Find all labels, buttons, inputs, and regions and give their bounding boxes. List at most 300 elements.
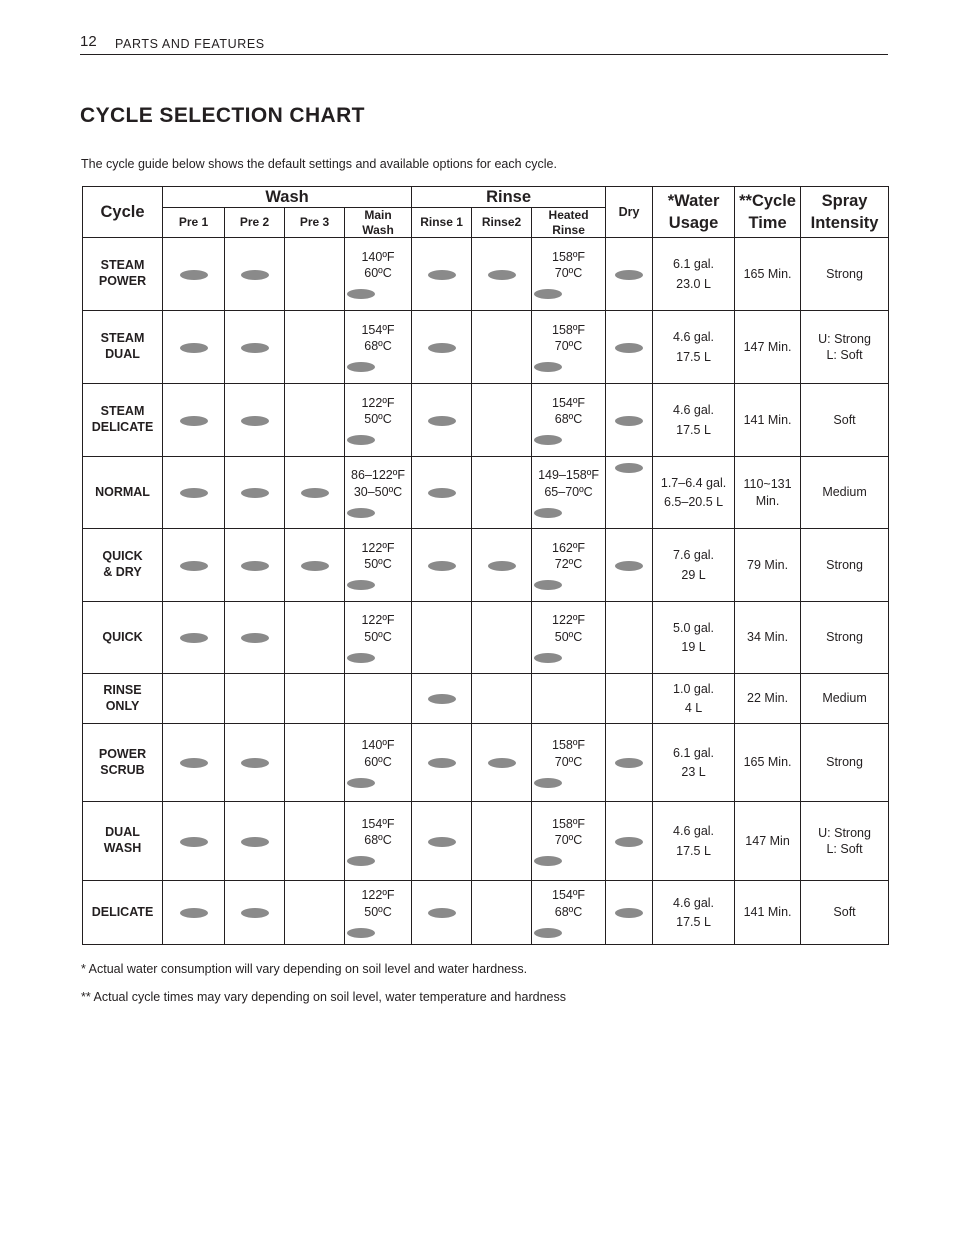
spray-intensity-line: Strong [826,755,863,770]
temperature-setting [534,612,603,663]
temperature-setting [534,887,603,938]
option-selected-marker [180,416,208,426]
option-selected-marker [615,416,643,426]
option-selected-marker [347,289,375,299]
cycle-name-line: STEAM [100,331,145,346]
cell-rinse1 [412,602,472,674]
temp-fahrenheit: 154ºF [361,322,395,337]
temp-fahrenheit: 154ºF [361,816,395,831]
temp-celsius: 65–70ºC [544,484,593,499]
spray-intensity [801,881,889,945]
water-usage-line: 4.6 gal. [673,330,715,345]
cell-pre1 [163,674,225,724]
temp-fahrenheit: 122ºF [361,540,395,555]
cell-pre1 [163,602,225,674]
option-selected-marker [488,270,516,280]
option-selected-marker [347,653,375,663]
temp-fahrenheit: 158ºF [552,738,586,753]
option-selected-marker [428,416,456,426]
cell-heated [532,384,606,457]
cell-dry [606,674,653,724]
cycle-selection-table [82,186,889,945]
cell-pre3 [285,384,345,457]
cell-rinse2 [472,602,532,674]
temp-celsius: 50ºC [364,412,392,426]
cycle-row [83,674,889,724]
cycle-row [83,457,889,529]
cell-pre3 [285,457,345,529]
cell-heated [532,529,606,602]
spray-intensity-line: L: Soft [826,348,863,362]
cycle-name [83,674,163,724]
cycle-name-line: SCRUB [100,762,145,777]
option-selected-marker [534,928,562,938]
cell-dry [606,602,653,674]
table-body [83,238,889,945]
spray-intensity [801,602,889,674]
cell-dry [606,529,653,602]
cell-rinse2 [472,238,532,311]
option-selected-marker [241,270,269,280]
cell-dry [606,724,653,802]
water-usage [653,802,735,881]
water-usage-line: 6.1 gal. [673,257,715,272]
temp-fahrenheit: 154ºF [552,888,586,903]
water-usage-line: 29 L [681,567,706,582]
temperature-setting [534,249,603,300]
cell-main [345,802,412,881]
option-selected-marker [428,561,456,571]
cell-pre1 [163,311,225,384]
option-selected-marker [347,928,375,938]
cycle-time: 141 Min. [735,881,801,945]
col-cycle-time: **Cycle Time [735,187,801,238]
cell-heated [532,674,606,724]
temp-celsius: 68ºC [554,904,583,919]
cycle-row [83,881,889,945]
cell-pre3 [285,238,345,311]
temperature-setting [534,322,603,373]
cycle-name-line: QUICK [102,549,143,564]
option-selected-marker [180,837,208,847]
temp-fahrenheit: 122ºF [361,395,395,410]
temp-fahrenheit: 122ºF [361,613,395,628]
temperature-setting [534,816,603,867]
option-selected-marker [534,580,562,590]
temp-celsius: 70ºC [554,266,583,280]
temperature-setting [347,887,409,938]
cell-main [345,384,412,457]
cell-dry [606,238,653,311]
cell-rinse1 [412,802,472,881]
option-selected-marker [347,362,375,372]
option-selected-marker [428,694,456,704]
cell-pre3 [285,529,345,602]
temp-celsius: 50ºC [364,629,392,644]
cycle-name [83,724,163,802]
water-usage [653,529,735,602]
cell-pre2 [225,311,285,384]
cell-pre2 [225,674,285,724]
option-selected-marker [241,633,269,643]
cycle-row [83,602,889,674]
water-usage [653,674,735,724]
spray-intensity-line: Soft [833,905,856,920]
water-usage-line: 4 L [684,701,703,715]
water-usage-line: 23 L [681,765,706,779]
cell-pre3 [285,881,345,945]
cycle-time: 34 Min. [735,602,801,674]
col-main-wash: Main Wash [345,208,412,238]
cell-pre2 [225,802,285,881]
cycle-name [83,238,163,311]
cell-rinse1 [412,674,472,724]
cell-heated [532,724,606,802]
spray-intensity-line: Soft [833,412,856,427]
option-selected-marker [241,488,269,498]
cycle-name [83,384,163,457]
cycle-name-line: & DRY [103,565,142,579]
cell-main [345,238,412,311]
cell-dry [606,384,653,457]
page-header [80,33,888,55]
option-selected-marker [301,488,329,498]
cell-rinse1 [412,311,472,384]
option-selected-marker [428,488,456,498]
option-selected-marker [534,653,562,663]
cell-pre1 [163,881,225,945]
spray-intensity [801,724,889,802]
option-selected-marker [534,362,562,372]
cycle-name-line: DUAL [105,347,140,361]
temp-celsius: 70ºC [554,339,583,353]
cell-rinse2 [472,457,532,529]
option-selected-marker [534,435,562,445]
spray-intensity [801,311,889,384]
spray-intensity [801,674,889,724]
water-usage [653,602,735,674]
cell-main [345,881,412,945]
water-usage-line: 23.0 L [676,276,711,291]
option-selected-marker [615,837,643,847]
cell-dry [606,311,653,384]
spray-intensity-line: Strong [826,557,863,572]
spray-intensity-line: L: Soft [826,842,863,856]
cell-rinse2 [472,724,532,802]
option-selected-marker [347,778,375,788]
water-usage-line: 4.6 gal. [673,403,715,418]
temp-celsius: 72ºC [554,557,583,571]
cycle-row [83,238,889,311]
cell-rinse2 [472,529,532,602]
option-selected-marker [615,758,643,768]
header-row-groups [83,187,889,208]
spray-intensity [801,802,889,881]
option-selected-marker [534,778,562,788]
option-selected-marker [615,343,643,353]
cell-pre1 [163,457,225,529]
cell-pre3 [285,311,345,384]
intro-text: The cycle guide below shows the default settings and available options for each cycle. [81,157,557,171]
temp-fahrenheit: 140ºF [361,738,395,753]
spray-intensity-line: U: Strong [818,825,871,840]
cycle-row [83,384,889,457]
water-usage-line: 6.1 gal. [673,745,715,760]
footnote-water: * Actual water consumption will vary depending on soil level and water hardness. [81,962,528,976]
water-usage-line: 17.5 L [676,422,711,437]
temp-fahrenheit: 86–122ºF [351,468,405,483]
cell-pre2 [225,881,285,945]
spray-intensity-line: Medium [822,691,867,706]
cycle-name [83,881,163,945]
cell-rinse1 [412,238,472,311]
temperature-setting [347,737,409,788]
col-dry: Dry [606,187,653,238]
cell-rinse2 [472,802,532,881]
option-selected-marker [180,343,208,353]
water-usage-line: 19 L [681,640,706,654]
temp-fahrenheit: 149–158ºF [538,468,599,483]
cell-main [345,529,412,602]
cycle-name-line: QUICK [102,629,143,644]
cell-pre3 [285,674,345,724]
cell-dry [606,457,653,529]
temp-celsius: 60ºC [364,754,392,769]
temperature-setting [347,816,409,867]
cell-pre2 [225,457,285,529]
temperature-setting [347,540,409,591]
option-selected-marker [347,580,375,590]
cell-pre1 [163,802,225,881]
option-selected-marker [488,758,516,768]
water-usage-line: 4.6 gal. [673,895,715,910]
cell-rinse1 [412,724,472,802]
option-selected-marker [347,508,375,518]
col-pre1: Pre 1 [163,208,225,238]
temperature-setting [534,467,603,518]
cycle-name [83,457,163,529]
option-selected-marker [180,488,208,498]
temp-fahrenheit: 158ºF [552,816,586,831]
cycle-time: 165 Min. [735,724,801,802]
spray-intensity [801,457,889,529]
water-usage-line: 1.0 gal. [673,681,715,696]
temp-celsius: 60ºC [364,266,392,280]
temp-celsius: 68ºC [364,833,392,847]
cell-pre1 [163,238,225,311]
cycle-time: 79 Min. [735,529,801,602]
cell-dry [606,881,653,945]
cell-heated [532,238,606,311]
spray-intensity [801,384,889,457]
cell-heated [532,311,606,384]
col-rinse2: Rinse2 [472,208,532,238]
cell-pre1 [163,529,225,602]
water-usage-line: 17.5 L [676,843,711,858]
temperature-setting [347,395,409,446]
cell-rinse1 [412,881,472,945]
cycle-name [83,529,163,602]
cell-rinse1 [412,384,472,457]
cycle-time: 141 Min. [735,384,801,457]
option-selected-marker [534,856,562,866]
cell-pre2 [225,384,285,457]
cell-pre2 [225,529,285,602]
col-pre3: Pre 3 [285,208,345,238]
water-usage [653,881,735,945]
water-usage [653,724,735,802]
option-selected-marker [241,758,269,768]
temp-celsius: 50ºC [364,904,392,919]
option-selected-marker [241,343,269,353]
cell-main [345,602,412,674]
cell-pre2 [225,238,285,311]
col-group-rinse: Rinse [412,187,606,208]
cycle-time: 147 Min. [735,311,801,384]
cycle-name [83,802,163,881]
cell-heated [532,602,606,674]
spray-intensity-line: Medium [822,485,867,500]
cycle-name-line: DUAL WASH [103,825,142,855]
cycle-name-line: ONLY [105,698,140,713]
option-selected-marker [301,561,329,571]
option-selected-marker [241,908,269,918]
cell-rinse1 [412,457,472,529]
spray-intensity-line: Strong [826,266,863,281]
temp-fahrenheit: 122ºF [361,888,395,903]
cycle-name-line: DELICATE [91,904,154,919]
temp-fahrenheit: 158ºF [552,322,586,337]
cycle-row [83,802,889,881]
footnote-cycle-time: ** Actual cycle times may vary depending on soil level, water temperature and hardness [81,990,566,1004]
cell-pre2 [225,602,285,674]
option-selected-marker [180,758,208,768]
option-selected-marker [428,758,456,768]
cycle-row [83,311,889,384]
cycle-time: 22 Min. [735,674,801,724]
section-name: PARTS AND FEATURES [115,37,265,51]
option-selected-marker [180,633,208,643]
spray-intensity [801,529,889,602]
option-selected-marker [241,416,269,426]
cell-pre3 [285,802,345,881]
cell-rinse2 [472,384,532,457]
cell-rinse2 [472,674,532,724]
cycle-name-line: NORMAL [95,484,150,499]
cell-rinse1 [412,529,472,602]
temp-fahrenheit: 122ºF [552,613,586,628]
option-selected-marker [180,561,208,571]
col-heated-rinse: Heated Rinse [532,208,606,238]
option-selected-marker [180,908,208,918]
cell-main [345,311,412,384]
temperature-setting [534,737,603,788]
water-usage-line: 17.5 L [676,349,711,364]
col-pre2: Pre 2 [225,208,285,238]
option-selected-marker [615,270,643,280]
water-usage [653,311,735,384]
cycle-name-line: POWER [98,746,147,761]
option-selected-marker [428,343,456,353]
temp-fahrenheit: 140ºF [361,249,395,264]
temperature-setting [534,395,603,446]
water-usage-line: 5.0 gal. [673,620,715,635]
cycle-time: 165 Min. [735,238,801,311]
water-usage-line: 1.7–6.4 gal. [660,475,727,490]
water-usage-line: 7.6 gal. [673,548,715,563]
cell-pre2 [225,724,285,802]
temp-celsius: 50ºC [554,629,583,644]
option-selected-marker [428,837,456,847]
cell-pre3 [285,724,345,802]
col-group-wash: Wash [163,187,412,208]
cell-dry [606,802,653,881]
cell-rinse2 [472,881,532,945]
option-selected-marker [428,908,456,918]
option-selected-marker [347,435,375,445]
spray-intensity-line: Strong [826,630,863,645]
col-cycle: Cycle [83,187,163,238]
cell-rinse2 [472,311,532,384]
option-selected-marker [241,837,269,847]
option-selected-marker [347,856,375,866]
temp-fahrenheit: 158ºF [552,249,586,264]
cell-heated [532,457,606,529]
temp-fahrenheit: 154ºF [552,395,586,410]
cell-main [345,457,412,529]
cycle-name-line: STEAM [100,258,145,273]
water-usage-line: 6.5–20.5 L [664,495,724,509]
cell-pre1 [163,724,225,802]
cell-pre3 [285,602,345,674]
option-selected-marker [534,289,562,299]
cell-heated [532,881,606,945]
cell-main [345,724,412,802]
cycle-name-line: RINSE [103,682,142,697]
temp-celsius: 70ºC [554,754,583,769]
cycle-name-line: STEAM [100,404,145,419]
cycle-name [83,311,163,384]
option-selected-marker [534,508,562,518]
temperature-setting [347,249,409,300]
water-usage-line: 4.6 gal. [673,824,715,839]
temp-celsius: 70ºC [554,833,583,847]
cell-heated [532,802,606,881]
water-usage-line: 17.5 L [676,915,711,929]
cycle-time: 110~131 Min. [735,457,801,529]
option-selected-marker [488,561,516,571]
temperature-setting [347,612,409,663]
col-water-usage: *Water Usage [653,187,735,238]
cell-main [345,674,412,724]
temp-celsius: 68ºC [554,412,583,426]
temperature-setting [534,540,603,591]
cycle-name [83,602,163,674]
col-spray-intensity: Spray Intensity [801,187,889,238]
spray-intensity [801,238,889,311]
cycle-row [83,724,889,802]
cycle-name-line: POWER [98,274,147,288]
option-selected-marker [615,463,643,473]
page-title: CYCLE SELECTION CHART [80,104,365,127]
temp-celsius: 68ºC [364,339,392,353]
water-usage [653,457,735,529]
option-selected-marker [241,561,269,571]
cell-pre1 [163,384,225,457]
spray-intensity-line: U: Strong [818,331,871,346]
option-selected-marker [428,270,456,280]
cycle-name-line: DELICATE [91,420,154,434]
